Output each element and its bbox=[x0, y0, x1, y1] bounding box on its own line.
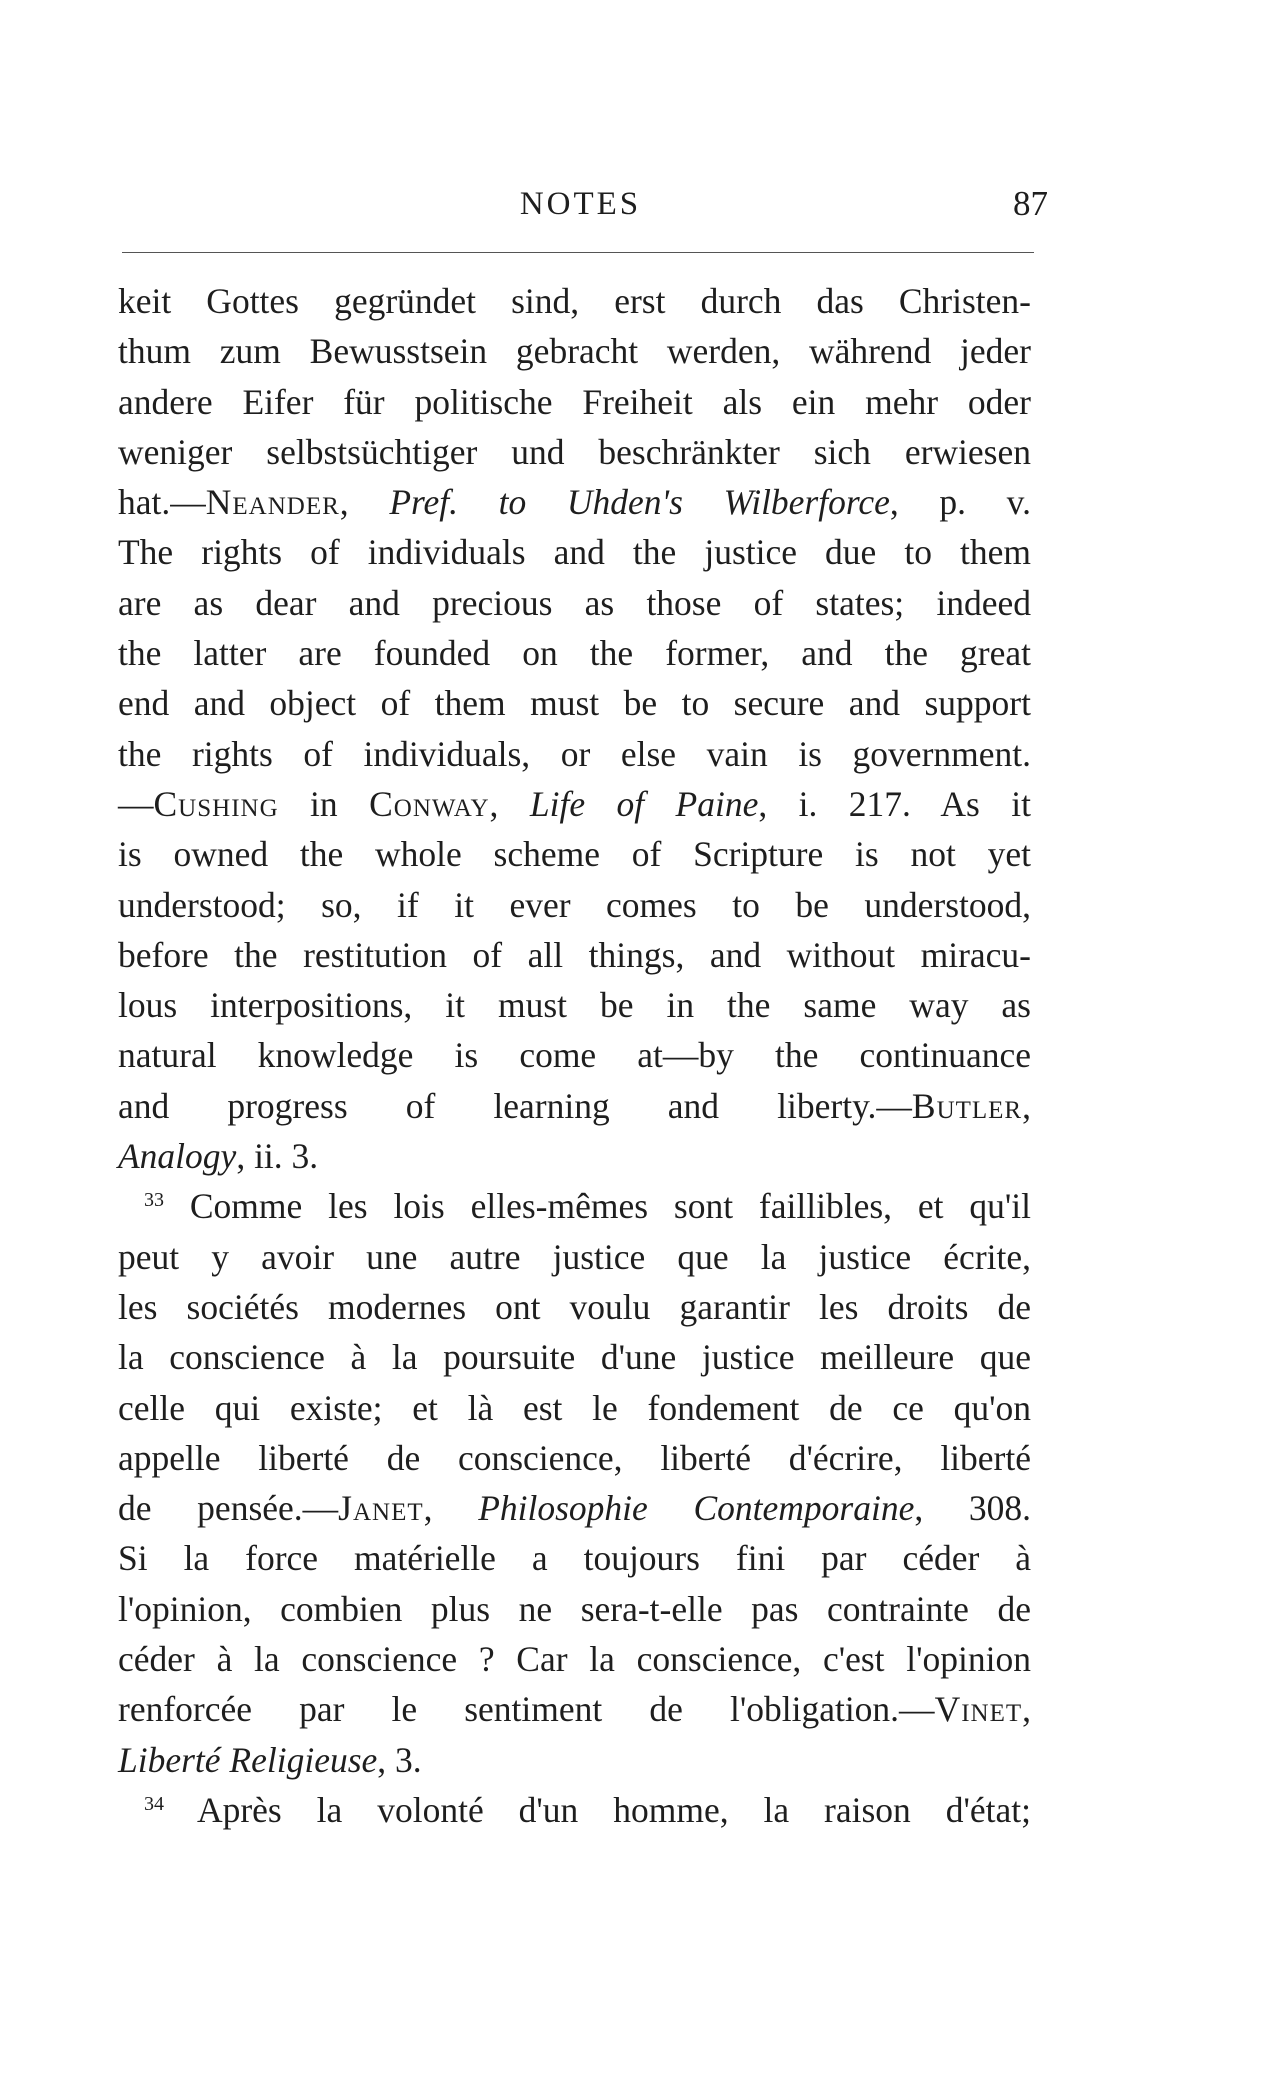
running-title: NOTES bbox=[519, 186, 642, 222]
work-title: Philosophie Contemporaine bbox=[478, 1488, 915, 1529]
work-title: Analogy bbox=[118, 1136, 237, 1177]
text-line: renforcée par le sentiment de l'obligation.—Vinet, bbox=[118, 1689, 1031, 1730]
text-line: the latter are founded on the former, and the great bbox=[118, 633, 1031, 674]
running-head bbox=[113, 182, 1048, 232]
text-line: thum zum Bewusstsein gebracht werden, während jeder bbox=[118, 331, 1031, 372]
author-name: Butler bbox=[911, 1085, 1023, 1126]
work-title: Life of Paine bbox=[529, 783, 759, 824]
author-name: Cushing bbox=[153, 783, 279, 824]
author-name: Janet bbox=[338, 1488, 424, 1529]
text-line: Si la force matérielle a toujours fini par céder à bbox=[118, 1538, 1031, 1579]
header-rule bbox=[122, 252, 1034, 253]
page-number: 87 bbox=[1013, 184, 1048, 223]
text-line: andere Eifer für politische Freiheit als ein mehr oder bbox=[118, 381, 1031, 422]
text-line: Liberté Religieuse, 3. bbox=[118, 1739, 422, 1780]
text-line: hat.—Neander, Pref. to Uhden's Wilberforce, p. v. bbox=[118, 482, 1032, 523]
text-line: and progress of learning and liberty.—Butler, bbox=[118, 1085, 1031, 1126]
work-title: Pref. to Uhden's Wilberforce bbox=[389, 482, 890, 523]
text-line: céder à la conscience ? Car la conscience, c'est l'opinion bbox=[118, 1639, 1031, 1680]
text-line: natural knowledge is come at—by the continuance bbox=[118, 1035, 1031, 1076]
text-line: keit Gottes gegründet sind, erst durch das Christen- bbox=[118, 281, 1031, 321]
text-line: The rights of individuals and the justice due to them bbox=[118, 532, 1031, 573]
text-line: are as dear and precious as those of states; indeed bbox=[118, 582, 1031, 623]
footnote-34-start: $^{34}$ Après la volonté d'un homme, la raison d'état; bbox=[144, 1789, 1031, 1830]
text-line: weniger selbstsüchtiger und beschränkter sich erwiesen bbox=[118, 431, 1031, 472]
footnote-marker: 34 bbox=[144, 1792, 164, 1815]
author-name: Neander bbox=[205, 482, 340, 523]
text-line: before the restitution of all things, and without miracu- bbox=[118, 934, 1031, 975]
text-line: the rights of individuals, or else vain is government. bbox=[118, 733, 1031, 774]
text-line: de pensée.—Janet, Philosophie Contemporaine, 308. bbox=[118, 1488, 1032, 1529]
author-name: Vinet bbox=[934, 1689, 1023, 1730]
text-line: l'opinion, combien plus ne sera-t-elle pas contrainte de bbox=[118, 1588, 1031, 1629]
text-line: les sociétés modernes ont voulu garantir les droits de bbox=[118, 1286, 1031, 1327]
author-name: Conway bbox=[369, 783, 490, 824]
text-line: Analogy, ii. 3. bbox=[118, 1136, 319, 1177]
text-line: la conscience à la poursuite d'une justice meilleure que bbox=[118, 1337, 1031, 1378]
text-line: is owned the whole scheme of Scripture is not yet bbox=[118, 834, 1031, 875]
text-line: appelle liberté de conscience, liberté d'écrire, liberté bbox=[118, 1437, 1031, 1478]
work-title: Liberté Religieuse bbox=[118, 1739, 378, 1780]
text-line: peut y avoir une autre justice que la justice écrite, bbox=[118, 1236, 1031, 1277]
footnote-33-start: $^{33}$ Comme les lois elles-mêmes sont faillibles, et qu'il bbox=[144, 1186, 1031, 1227]
text-line: celle qui existe; et là est le fondement de ce qu'on bbox=[118, 1387, 1031, 1428]
text-line: —Cushing in Conway, Life of Paine, i. 217. As it bbox=[118, 783, 1031, 824]
notes-body bbox=[118, 276, 1031, 1835]
text-line: end and object of them must be to secure and support bbox=[118, 683, 1031, 724]
text-line: understood; so, if it ever comes to be understood, bbox=[118, 884, 1031, 925]
text-line: lous interpositions, it must be in the same way as bbox=[118, 985, 1031, 1026]
footnote-marker: 33 bbox=[144, 1189, 164, 1212]
